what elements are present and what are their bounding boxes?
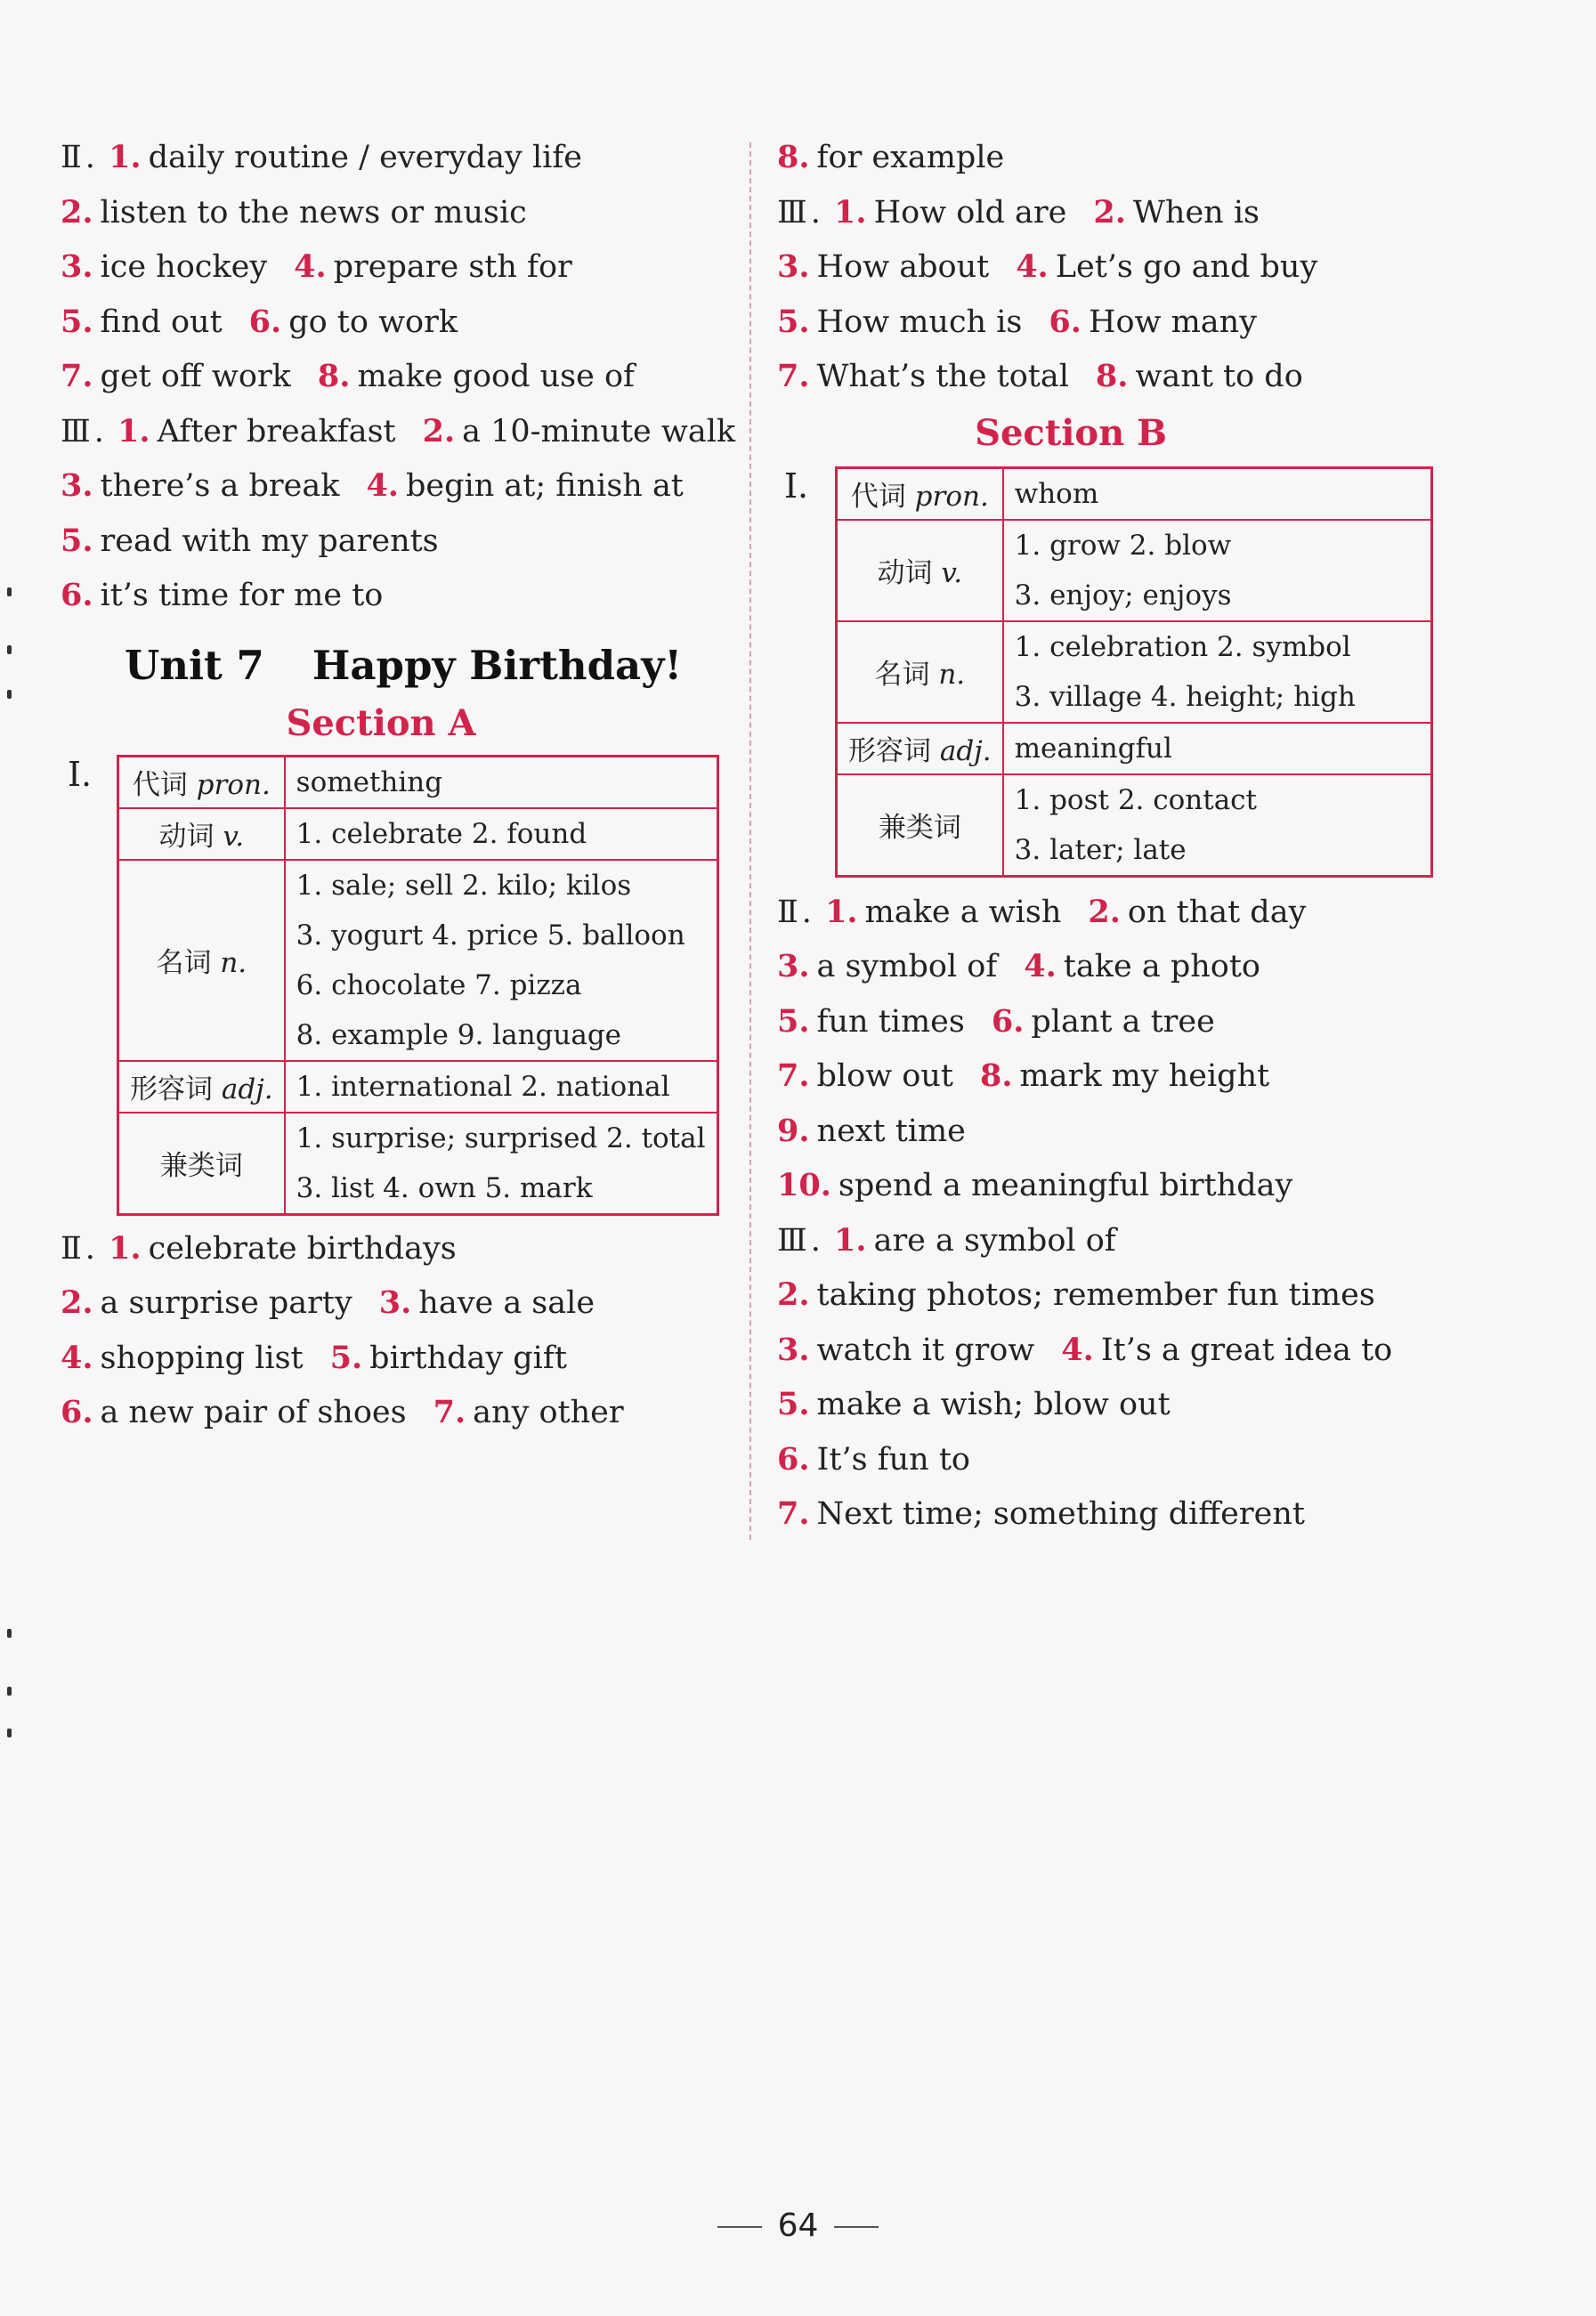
cell-line: 3. village 4. height; high bbox=[1014, 680, 1356, 713]
item-number: 4. bbox=[1061, 1331, 1094, 1368]
answer-line bbox=[61, 243, 719, 298]
item-number: 3. bbox=[777, 948, 810, 984]
cell-line: 3. list 4. own 5. mark bbox=[296, 1171, 593, 1204]
answers-cell bbox=[1003, 621, 1432, 723]
answer-line bbox=[777, 1326, 1471, 1381]
part-of-speech: n. bbox=[220, 947, 247, 979]
category-label: 动词 bbox=[877, 557, 933, 589]
answer-text: plant a tree bbox=[1031, 1003, 1215, 1040]
answer-line bbox=[777, 1217, 1471, 1272]
margin-mark bbox=[7, 690, 12, 699]
answer-text: make a wish bbox=[864, 894, 1062, 930]
answer-line bbox=[777, 352, 1471, 408]
category-cell bbox=[837, 621, 1003, 723]
answer-text: It’s a great idea to bbox=[1100, 1332, 1393, 1368]
answers-cell bbox=[285, 860, 717, 1061]
answer-list-top bbox=[777, 134, 1471, 408]
answer-text: shopping list bbox=[100, 1340, 304, 1376]
answer-line bbox=[61, 1225, 719, 1280]
margin-mark bbox=[7, 645, 12, 654]
answers-cell bbox=[1003, 467, 1432, 520]
answer-text: After breakfast bbox=[157, 413, 396, 449]
answers-cell bbox=[285, 1061, 717, 1113]
roman-dot: . bbox=[810, 1222, 831, 1259]
margin-mark bbox=[7, 1729, 12, 1737]
answers-cell bbox=[1003, 723, 1432, 774]
item-number: 1. bbox=[109, 1229, 142, 1267]
cell-line: meaningful bbox=[1014, 732, 1172, 765]
answer-line bbox=[61, 1334, 719, 1389]
answer-text: a surprise party bbox=[100, 1285, 352, 1321]
item-number: 1. bbox=[834, 1221, 867, 1259]
answer-line bbox=[777, 1436, 1471, 1491]
answer-text: taking photos; remember fun times bbox=[816, 1277, 1375, 1313]
item-number: 5. bbox=[777, 1386, 810, 1422]
answer-line bbox=[61, 1389, 719, 1444]
category-cell bbox=[118, 1061, 285, 1113]
category-cell bbox=[118, 808, 285, 860]
answer-text: a new pair of shoes bbox=[100, 1395, 407, 1430]
item-number: 5. bbox=[777, 1002, 810, 1040]
answers-cell bbox=[1003, 520, 1432, 621]
answer-list-top bbox=[61, 134, 736, 627]
answers-cell bbox=[1003, 774, 1432, 877]
answer-text: are a symbol of bbox=[873, 1222, 1116, 1259]
answer-text: ice hockey bbox=[100, 249, 268, 285]
roman-numeral: Ⅲ bbox=[777, 1222, 807, 1259]
right-column bbox=[777, 134, 1471, 1545]
answer-text: celebrate birthdays bbox=[148, 1230, 457, 1267]
item-number: 5. bbox=[777, 303, 810, 340]
item-number: 4. bbox=[1024, 948, 1057, 984]
item-number: 10. bbox=[777, 1167, 831, 1203]
roman-dot: . bbox=[85, 1230, 106, 1267]
table-row bbox=[837, 520, 1432, 621]
category-label: 兼类词 bbox=[159, 1150, 243, 1182]
answer-text: a symbol of bbox=[816, 949, 998, 984]
roman-dot: . bbox=[801, 894, 822, 930]
table-row bbox=[118, 756, 718, 808]
answer-list-bottom bbox=[61, 1225, 719, 1444]
item-number: 9. bbox=[777, 1112, 810, 1149]
item-number: 1. bbox=[825, 893, 858, 930]
roman-numeral: Ⅲ bbox=[777, 194, 807, 231]
category-cell bbox=[118, 1113, 285, 1215]
vocab-table-b bbox=[777, 466, 1471, 878]
answer-text: a 10-minute walk bbox=[462, 413, 736, 449]
answer-line bbox=[61, 352, 719, 408]
table-row bbox=[118, 1061, 718, 1113]
answer-line bbox=[777, 1381, 1471, 1436]
part-of-speech: adj. bbox=[939, 735, 992, 767]
item-number: 8. bbox=[1095, 358, 1129, 394]
table-row bbox=[118, 1113, 718, 1215]
roman-dot: . bbox=[93, 413, 115, 449]
table-label: Ⅰ. bbox=[68, 754, 93, 794]
part-of-speech: n. bbox=[938, 659, 966, 691]
answer-text: Let’s go and buy bbox=[1055, 249, 1318, 285]
item-number: 6. bbox=[248, 303, 282, 340]
dash-right bbox=[834, 2226, 879, 2228]
cell-line: 1. international 2. national bbox=[296, 1070, 670, 1103]
answer-text: How much is bbox=[816, 304, 1023, 340]
category-label: 代词 bbox=[132, 769, 188, 801]
answer-text: daily routine / everyday life bbox=[148, 140, 582, 175]
vocab-table-a bbox=[61, 755, 719, 1216]
part-of-speech: pron. bbox=[914, 481, 989, 513]
item-number: 8. bbox=[317, 358, 351, 394]
item-number: 6. bbox=[61, 1394, 93, 1430]
answer-text: make a wish; blow out bbox=[816, 1387, 1171, 1422]
cell-line: 1. grow 2. blow bbox=[1014, 529, 1232, 562]
item-number: 2. bbox=[777, 1276, 810, 1313]
item-number: 2. bbox=[422, 412, 456, 449]
answer-text: any other bbox=[473, 1395, 624, 1430]
roman-numeral: Ⅲ bbox=[61, 413, 91, 449]
answer-text: blow out bbox=[816, 1058, 953, 1094]
answer-text: It’s fun to bbox=[816, 1441, 970, 1478]
item-number: 4. bbox=[1016, 248, 1049, 285]
table-row bbox=[837, 774, 1432, 877]
answer-text: have a sale bbox=[418, 1285, 595, 1321]
answer-text: begin at; finish at bbox=[406, 468, 684, 504]
answer-text: get off work bbox=[100, 359, 291, 394]
category-label: 兼类词 bbox=[878, 812, 961, 844]
section-b-heading: Section B bbox=[975, 411, 1167, 454]
category-label: 代词 bbox=[850, 481, 906, 513]
answer-line bbox=[777, 1490, 1471, 1545]
cell-line: 1. post 2. contact bbox=[1014, 783, 1257, 816]
answer-line bbox=[777, 298, 1471, 353]
category-label: 名词 bbox=[156, 947, 212, 979]
margin-mark bbox=[7, 1687, 12, 1696]
item-number: 3. bbox=[378, 1284, 412, 1321]
answers-cell bbox=[285, 756, 717, 808]
cell-line: 3. yogurt 4. price 5. balloon bbox=[296, 919, 685, 952]
answer-text: read with my parents bbox=[100, 522, 439, 559]
part-of-speech: v. bbox=[223, 821, 245, 853]
answer-line bbox=[61, 189, 719, 244]
answer-text: listen to the news or music bbox=[100, 194, 527, 231]
item-number: 1. bbox=[834, 193, 867, 231]
page-number bbox=[0, 2207, 1596, 2244]
margin-mark bbox=[7, 1629, 12, 1638]
unit-title bbox=[125, 634, 719, 698]
answer-text: How about bbox=[816, 249, 990, 285]
answer-text: next time bbox=[816, 1113, 966, 1149]
item-number: 5. bbox=[61, 522, 93, 559]
part-of-speech: v. bbox=[941, 557, 963, 589]
item-number: 1. bbox=[117, 412, 150, 449]
answer-line bbox=[777, 943, 1471, 998]
answer-text: mark my height bbox=[1019, 1058, 1270, 1094]
roman-dot: . bbox=[810, 194, 831, 231]
answer-line bbox=[61, 408, 736, 463]
answer-line bbox=[777, 189, 1471, 244]
item-number: 6. bbox=[1049, 303, 1082, 340]
answer-text: it’s time for me to bbox=[100, 578, 384, 613]
category-cell bbox=[118, 860, 285, 1061]
item-number: 3. bbox=[777, 248, 810, 285]
item-number: 4. bbox=[294, 248, 327, 285]
answer-text: When is bbox=[1132, 194, 1260, 231]
answer-text: prepare sth for bbox=[333, 249, 572, 285]
answer-line bbox=[61, 571, 719, 627]
answer-text: spend a meaningful birthday bbox=[838, 1168, 1293, 1203]
category-label: 动词 bbox=[158, 821, 215, 853]
table-row bbox=[837, 621, 1432, 723]
answers-cell bbox=[285, 1113, 717, 1215]
roman-numeral: Ⅱ bbox=[61, 140, 82, 175]
cell-line: 1. sale; sell 2. kilo; kilos bbox=[296, 869, 632, 902]
answers-cell bbox=[285, 808, 717, 860]
answer-line bbox=[777, 1052, 1471, 1107]
answer-line bbox=[61, 517, 719, 572]
roman-numeral: Ⅱ bbox=[61, 1230, 82, 1267]
table-row bbox=[837, 467, 1432, 520]
item-number: 3. bbox=[61, 467, 93, 504]
item-number: 5. bbox=[61, 303, 93, 340]
item-number: 7. bbox=[777, 1495, 810, 1532]
item-number: 6. bbox=[61, 577, 93, 613]
answer-text: take a photo bbox=[1063, 949, 1260, 984]
answer-text: How many bbox=[1088, 304, 1257, 340]
answer-text: there’s a break bbox=[100, 468, 340, 504]
answer-text: fun times bbox=[816, 1003, 965, 1040]
item-number: 4. bbox=[61, 1339, 93, 1376]
answer-line bbox=[61, 298, 719, 353]
cell-line: 8. example 9. language bbox=[296, 1018, 622, 1051]
answer-line bbox=[61, 134, 719, 189]
table-row bbox=[118, 860, 718, 1061]
item-number: 7. bbox=[61, 358, 93, 394]
cell-line: 3. later; late bbox=[1014, 833, 1187, 866]
item-number: 2. bbox=[1088, 893, 1121, 930]
category-cell bbox=[837, 520, 1003, 621]
category-cell bbox=[837, 723, 1003, 774]
cell-line: something bbox=[296, 765, 443, 798]
cell-line: 1. celebration 2. symbol bbox=[1014, 630, 1351, 663]
answer-text: find out bbox=[100, 304, 223, 340]
roman-numeral: Ⅱ bbox=[777, 894, 798, 930]
cell-line: 1. surprise; surprised 2. total bbox=[296, 1122, 706, 1154]
cell-line: 1. celebrate 2. found bbox=[296, 817, 587, 850]
item-number: 4. bbox=[366, 467, 399, 504]
answer-line bbox=[777, 1271, 1471, 1326]
answer-line bbox=[777, 134, 1471, 189]
item-number: 6. bbox=[991, 1002, 1025, 1040]
item-number: 2. bbox=[61, 193, 93, 231]
item-number: 3. bbox=[777, 1331, 810, 1368]
answer-list-bottom bbox=[777, 888, 1471, 1545]
category-cell bbox=[837, 467, 1003, 520]
cell-line: 3. enjoy; enjoys bbox=[1014, 579, 1232, 611]
answer-line bbox=[777, 1162, 1471, 1217]
answer-line bbox=[61, 462, 719, 517]
table-label: Ⅰ. bbox=[784, 466, 809, 506]
answer-text: for example bbox=[816, 140, 1005, 175]
item-number: 1. bbox=[109, 139, 142, 175]
answer-line bbox=[777, 888, 1471, 943]
item-number: 6. bbox=[777, 1440, 810, 1478]
roman-dot: . bbox=[85, 140, 106, 175]
answer-text: Next time; something different bbox=[816, 1496, 1305, 1532]
item-number: 2. bbox=[61, 1284, 93, 1321]
item-number: 7. bbox=[777, 1057, 810, 1094]
answer-line bbox=[777, 243, 1471, 298]
part-of-speech: adj. bbox=[221, 1073, 273, 1105]
dash-left bbox=[717, 2226, 762, 2228]
cell-line: whom bbox=[1014, 477, 1099, 510]
answer-line bbox=[61, 1279, 719, 1334]
answer-text: How old are bbox=[873, 194, 1067, 231]
item-number: 7. bbox=[777, 358, 810, 394]
item-number: 7. bbox=[433, 1394, 466, 1430]
table-row bbox=[118, 808, 718, 860]
category-label: 形容词 bbox=[130, 1073, 213, 1105]
section-a-heading: Section A bbox=[286, 701, 476, 744]
answer-text: watch it grow bbox=[816, 1332, 1035, 1368]
unit-name: Happy Birthday! bbox=[312, 641, 683, 689]
answer-text: go to work bbox=[288, 304, 458, 340]
answer-text: birthday gift bbox=[369, 1340, 567, 1376]
item-number: 5. bbox=[329, 1339, 363, 1376]
item-number: 2. bbox=[1093, 193, 1126, 231]
item-number: 8. bbox=[979, 1057, 1013, 1094]
item-number: 8. bbox=[777, 139, 810, 175]
category-label: 形容词 bbox=[848, 735, 931, 767]
cell-line: 6. chocolate 7. pizza bbox=[296, 968, 582, 1001]
answer-line bbox=[777, 998, 1471, 1053]
left-column bbox=[61, 134, 736, 1444]
category-label: 名词 bbox=[874, 659, 930, 691]
item-number: 3. bbox=[61, 248, 93, 285]
answer-text: want to do bbox=[1135, 359, 1303, 394]
answer-text: make good use of bbox=[357, 359, 635, 394]
table-row bbox=[837, 723, 1432, 774]
unit-number: Unit 7 bbox=[125, 641, 264, 689]
page-number-text: 64 bbox=[777, 2207, 819, 2244]
part-of-speech: pron. bbox=[196, 769, 271, 801]
category-cell bbox=[118, 756, 285, 808]
answer-text: on that day bbox=[1127, 894, 1307, 930]
margin-mark bbox=[7, 587, 12, 596]
answer-line bbox=[777, 1107, 1471, 1162]
answer-text: What’s the total bbox=[816, 359, 1069, 394]
category-cell bbox=[837, 774, 1003, 877]
column-divider bbox=[749, 142, 751, 1540]
